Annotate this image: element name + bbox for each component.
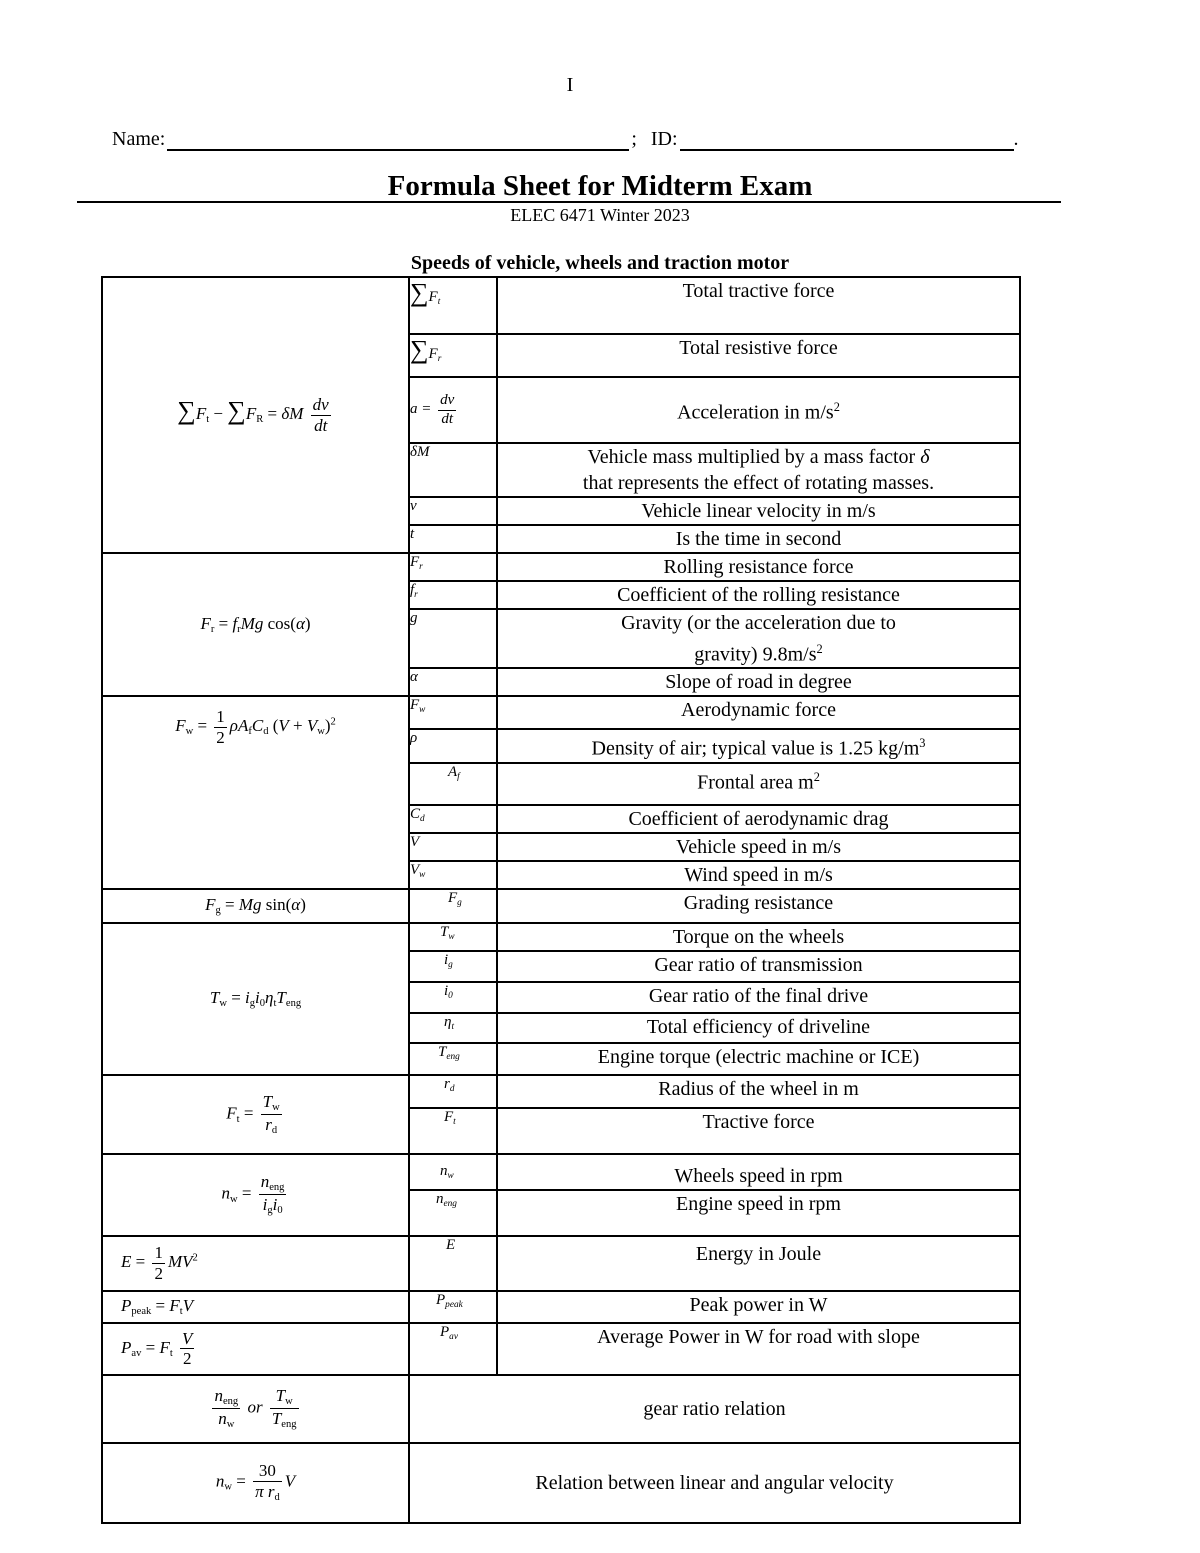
desc-energy: Energy in Joule bbox=[497, 1236, 1020, 1291]
desc-engine-speed: Engine speed in rpm bbox=[497, 1190, 1020, 1236]
table-row bbox=[102, 1375, 1020, 1443]
desc-gear-ratio-relation: gear ratio relation bbox=[409, 1375, 1020, 1443]
desc-slope: Slope of road in degree bbox=[497, 668, 1020, 696]
formula-gear-ratio: $\frac{n_{eng}}{n_w}$ or $\frac{T_w}{T_{eng}}$ bbox=[102, 1375, 409, 1443]
symbol-neng: $n_{eng}$ bbox=[409, 1190, 497, 1236]
desc-vehicle-speed: Vehicle speed in m/s bbox=[497, 833, 1020, 861]
desc-avg-power: Average Power in W for road with slope bbox=[497, 1323, 1020, 1375]
symbol-sum-fr: $\sum F_r$ bbox=[409, 334, 497, 377]
table-row bbox=[102, 923, 1020, 951]
desc-wheel-speed: Wheels speed in rpm bbox=[497, 1154, 1020, 1190]
table-row bbox=[102, 1443, 1020, 1523]
symbol-t: t bbox=[409, 525, 497, 553]
desc-gear-final: Gear ratio of the final drive bbox=[497, 982, 1020, 1013]
table-row bbox=[102, 1236, 1020, 1291]
desc-linear-angular: Relation between linear and angular velocity bbox=[409, 1443, 1020, 1523]
symbol-alpha: α bbox=[409, 668, 497, 696]
symbol-fg: $F_g$ bbox=[409, 889, 497, 923]
desc-gear-transmission: Gear ratio of transmission bbox=[497, 951, 1020, 982]
desc-linear-velocity: Vehicle linear velocity in m/s bbox=[497, 497, 1020, 525]
desc-gravity: Gravity (or the acceleration due to gravity) $9.8m/s^2$ bbox=[497, 609, 1020, 668]
formula-wheel-speed: $n_w$ = $\frac{n_{eng}}{i_gi_0}$ bbox=[102, 1154, 409, 1236]
formula-energy: E = $\frac{1}{2}$ $MV^2$ bbox=[102, 1236, 409, 1291]
symbol-v: v bbox=[409, 497, 497, 525]
symbol-pav: $P_{av}$ bbox=[409, 1323, 497, 1375]
desc-time: Is the time in second bbox=[497, 525, 1020, 553]
symbol-g: g bbox=[409, 609, 497, 668]
desc-rolling-coeff: Coefficient of the rolling resistance bbox=[497, 581, 1020, 609]
symbol-e: E bbox=[409, 1236, 497, 1291]
desc-grading: Grading resistance bbox=[497, 889, 1020, 923]
table-row bbox=[102, 277, 1020, 334]
symbol-cd: $C_d$ bbox=[409, 805, 497, 833]
table-row bbox=[102, 696, 1020, 729]
symbol-v-cap: V bbox=[409, 833, 497, 861]
desc-frontal-area: Frontal area $m^2$ bbox=[497, 763, 1020, 805]
desc-wheel-radius: Radius of the wheel in m bbox=[497, 1075, 1020, 1108]
symbol-vw: $V_w$ bbox=[409, 861, 497, 889]
symbol-acceleration: a = $\frac{dv}{dt}$ bbox=[409, 377, 497, 443]
desc-driveline-eff: Total efficiency of driveline bbox=[497, 1013, 1020, 1043]
desc-acceleration: Acceleration in $m/s^2$ bbox=[497, 377, 1020, 443]
symbol-eta: $\eta_t$ bbox=[409, 1013, 497, 1043]
formula-avg-power: $P_{av} = F_t$ $\frac{V}{2}$ bbox=[102, 1323, 409, 1375]
formula-newton: $\sum F_t - \sum F_R = \delta M$ $\frac{dv}{dt}$ bbox=[102, 277, 409, 553]
section-title: Speeds of vehicle, wheels and traction motor bbox=[410, 252, 790, 274]
formula-tractive: $F_t$ = $\frac{T_w}{r_d}$ bbox=[102, 1075, 409, 1154]
desc-wheel-torque: Torque on the wheels bbox=[497, 923, 1020, 951]
name-blank[interactable] bbox=[167, 129, 629, 151]
desc-peak-power: Peak power in W bbox=[497, 1291, 1020, 1323]
page-subtitle: ELEC 6471 Winter 2023 bbox=[510, 205, 690, 225]
symbol-rd: $r_d$ bbox=[409, 1075, 497, 1108]
desc-total-tractive: Total tractive force bbox=[497, 277, 1020, 334]
symbol-nw: $n_w$ bbox=[409, 1154, 497, 1190]
desc-tractive-force: Tractive force bbox=[497, 1108, 1020, 1154]
symbol-fr-coeff: $f_r$ bbox=[409, 581, 497, 609]
name-label: Name: bbox=[112, 128, 166, 150]
desc-wind-speed: Wind speed in m/s bbox=[497, 861, 1020, 889]
symbol-rho: ρ bbox=[409, 729, 497, 762]
id-label: ID: bbox=[650, 128, 678, 150]
formula-wheel-torque: $T_w = i_gi_0\eta_tT_{eng}$ bbox=[102, 923, 409, 1075]
title-rule bbox=[77, 201, 1061, 203]
symbol-ppeak: $P_{peak}$ bbox=[409, 1291, 497, 1323]
id-blank[interactable] bbox=[680, 129, 1014, 151]
symbol-ft: $F_t$ bbox=[409, 1108, 497, 1154]
symbol-delta-m: δM bbox=[409, 443, 497, 497]
symbol-i0: $i_0$ bbox=[409, 982, 497, 1013]
table-row bbox=[102, 1291, 1020, 1323]
page-number: I bbox=[566, 74, 574, 96]
name-id-line bbox=[112, 128, 1019, 151]
desc-total-resistive: Total resistive force bbox=[497, 334, 1020, 377]
desc-aero-force: Aerodynamic force bbox=[497, 696, 1020, 729]
formula-peak-power: $P_{peak} = F_tV$ bbox=[102, 1291, 409, 1323]
symbol-ig: $i_g$ bbox=[409, 951, 497, 982]
table-row bbox=[102, 889, 1020, 923]
table-row bbox=[102, 553, 1020, 581]
formula-linear-angular: $n_w$ = $\frac{30}{\pi r_d}$ V bbox=[102, 1443, 409, 1523]
period: . bbox=[1013, 128, 1019, 150]
semicolon: ; bbox=[631, 128, 637, 150]
symbol-fr: $F_r$ bbox=[409, 553, 497, 581]
formula-grading: $F_g = Mg$ sin(α) bbox=[102, 889, 409, 923]
table-row bbox=[102, 1154, 1020, 1190]
symbol-tw: $T_w$ bbox=[409, 923, 497, 951]
desc-air-density: Density of air; typical value is 1.25 $kg/m^3$ bbox=[497, 729, 1020, 762]
desc-drag-coeff: Coefficient of aerodynamic drag bbox=[497, 805, 1020, 833]
symbol-fw: $F_w$ bbox=[409, 696, 497, 729]
table-row bbox=[102, 1323, 1020, 1375]
formula-table bbox=[101, 276, 1021, 1524]
table-row bbox=[102, 1075, 1020, 1108]
symbol-af: $A_f$ bbox=[409, 763, 497, 805]
formula-rolling: $F_r = f_rMg$ cos(α) bbox=[102, 553, 409, 696]
page-title: Formula Sheet for Midterm Exam bbox=[387, 170, 813, 202]
symbol-teng: $T_{eng}$ bbox=[409, 1043, 497, 1075]
desc-mass-factor: Vehicle mass multiplied by a mass factor δ that represents the effect of rotating masses. bbox=[497, 443, 1020, 497]
desc-rolling-force: Rolling resistance force bbox=[497, 553, 1020, 581]
symbol-sum-ft: $\sum F_t$ bbox=[409, 277, 497, 334]
desc-engine-torque: Engine torque (electric machine or ICE) bbox=[497, 1043, 1020, 1075]
formula-aero: $F_w$ = $\frac{1}{2}$ $\rho A_fC_d$ $(V + V_w)^2$ bbox=[102, 696, 409, 888]
